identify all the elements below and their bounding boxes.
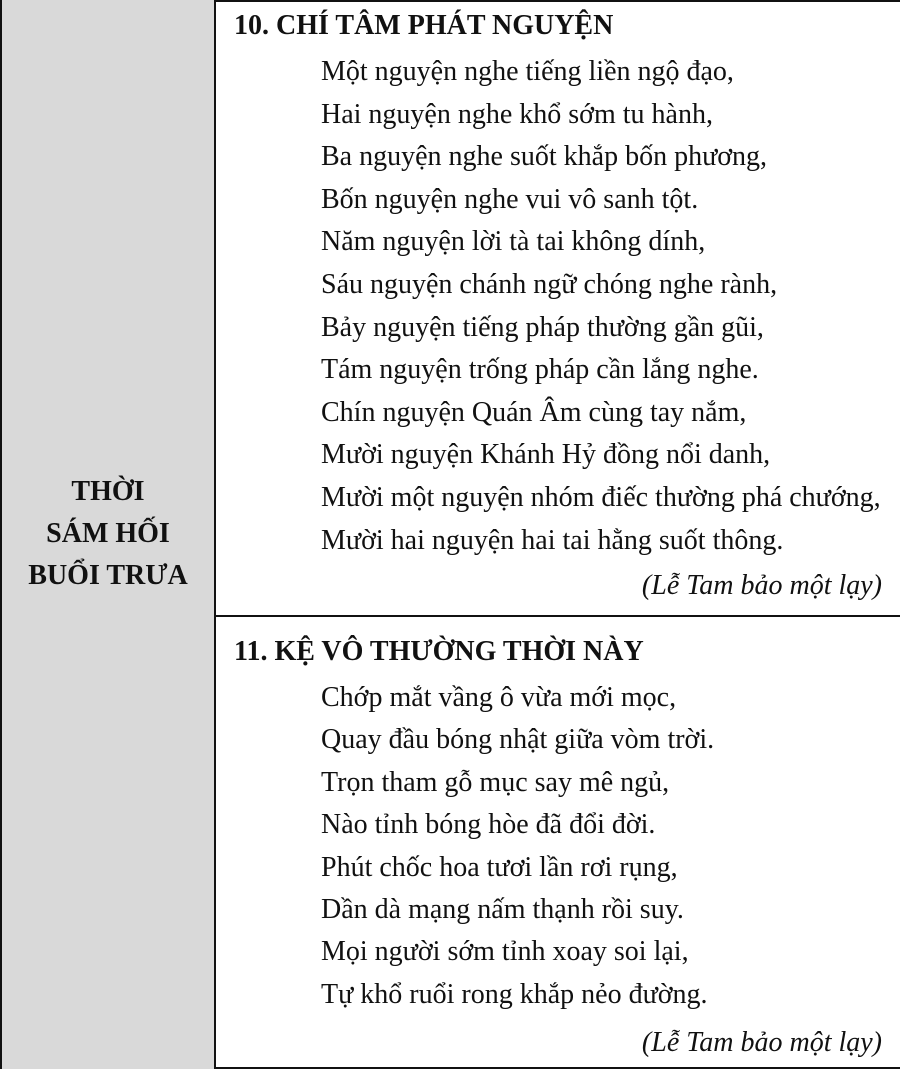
verse-line: Nào tỉnh bóng hòe đã đổi đời. [321,809,656,841]
sidebar-column [0,0,216,1069]
top-border [216,0,900,2]
bottom-border [216,1067,900,1069]
section-10-note: (Lễ Tam bảo một lạy) [641,570,882,601]
verse-line: Năm nguyện lời tà tai không dính, [321,226,706,258]
verse-line: Sáu nguyện chánh ngữ chóng nghe rành, [321,268,778,300]
verse-line: Trọn tham gỗ mục say mê ngủ, [321,766,670,798]
verse-line: Ba nguyện nghe suốt khắp bốn phương, [321,141,768,173]
verse-line: Chín nguyện Quán Âm cùng tay nắm, [321,396,747,428]
verse-line: Mười hai nguyện hai tai hằng suốt thông. [321,524,784,556]
section-10-heading: 10. CHÍ TÂM PHÁT NGUYỆN [234,10,614,41]
verse-line: Dần dà mạng nấm thạnh rồi suy. [321,893,684,925]
section-10-verses [321,51,881,562]
verse-line: Tám nguyện trống pháp cần lắng nghe. [321,354,759,386]
sidebar-title [2,471,214,597]
section-11-verses [321,677,714,1016]
sidebar-title-line-1: THỜI [71,476,145,507]
verse-line: Chớp mắt vầng ô vừa mới mọc, [321,682,677,713]
sidebar-title-line-2: SÁM HỐI [46,518,170,549]
verse-line: Hai nguyện nghe khổ sớm tu hành, [321,98,713,130]
verse-line: Bốn nguyện nghe vui vô sanh tột. [321,183,699,215]
verse-line: Mười một nguyện nhóm điếc thường phá chướng, [321,481,881,513]
verse-line: Tự khổ ruổi rong khắp nẻo đường. [321,978,708,1010]
verse-line: Mọi người sớm tỉnh xoay soi lại, [321,936,689,968]
sidebar-title-line-3: BUỔI TRƯA [28,560,188,591]
verse-line: Quay đầu bóng nhật giữa vòm trời. [321,724,715,756]
verse-line: Phút chốc hoa tươi lần rơi rụng, [321,851,678,883]
section-11-note: (Lễ Tam bảo một lạy) [641,1027,882,1058]
verse-line: Một nguyện nghe tiếng liền ngộ đạo, [321,56,734,87]
section-11-heading: 11. KỆ VÔ THƯỜNG THỜI NÀY [234,636,644,667]
verse-line: Mười nguyện Khánh Hỷ đồng nổi danh, [321,439,771,471]
verse-line: Bảy nguyện tiếng pháp thường gần gũi, [321,311,764,343]
section-divider [216,615,900,617]
